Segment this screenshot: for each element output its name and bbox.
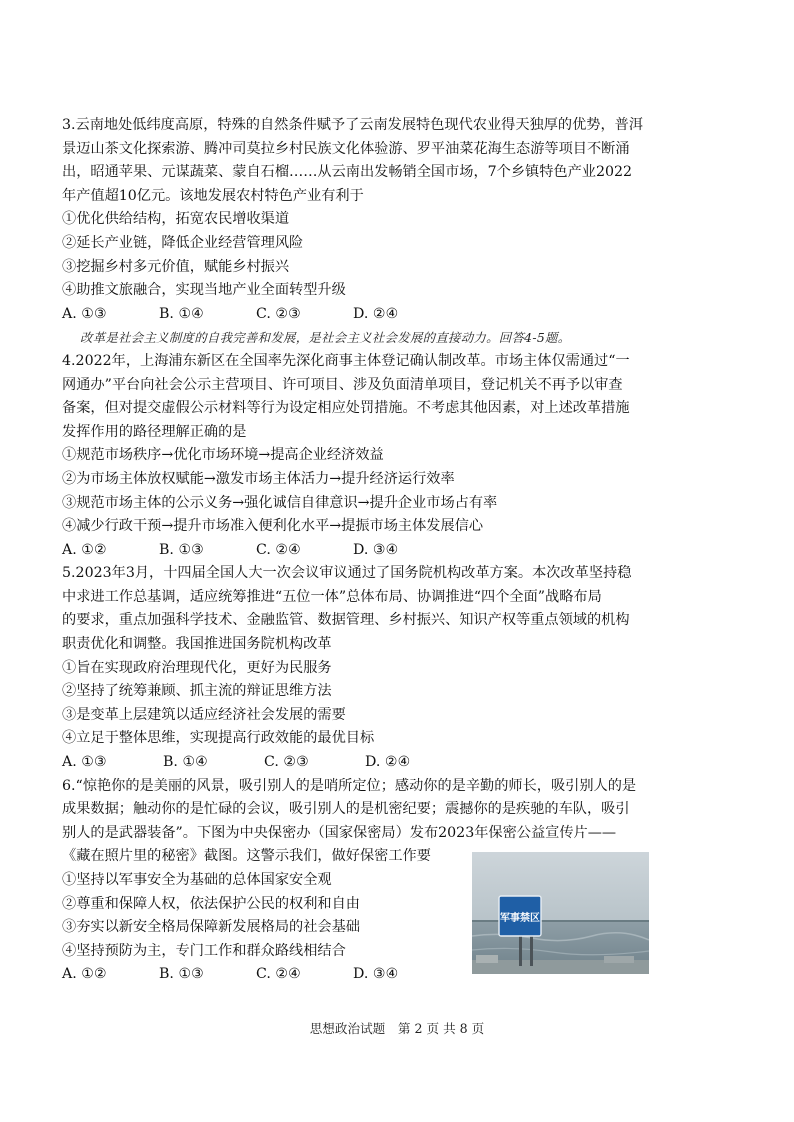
q3-choice-a: A. ①③ — [62, 305, 107, 322]
q5-stem-line: 职责优化和调整。我国推进国务院机构改革 — [62, 636, 332, 653]
q4-choice-c: C. ②④ — [256, 541, 301, 558]
q5-option: ④立足于整体思维，实现提高行政效能的最优目标 — [62, 730, 375, 747]
q5-choice-b: B. ①④ — [163, 754, 208, 771]
q4-option: ②为市场主体放权赋能→激发市场主体活力→提升经济运行效率 — [62, 470, 455, 487]
question-3 — [62, 114, 682, 326]
q6-choice-b: B. ①③ — [159, 966, 204, 983]
q6-stem-line: 6.“惊艳你的是美丽的风景，吸引别人的是哨所定位；感动你的是辛勤的师长，吸引别人的是 — [62, 777, 637, 794]
lead-text-4-5: 改革是社会主义制度的自我完善和发展，是社会主义社会发展的直接动力。回答4-5题。 — [80, 330, 571, 346]
question-5 — [62, 562, 682, 774]
q6-stem-line: 别人的是武器装备”。下图为中央保密办（国家保密局）发布2023年保密公益宣传片—— — [62, 824, 617, 841]
q5-choice-c: C. ②③ — [264, 754, 309, 771]
photo-sign-text: 军事禁区 — [500, 913, 540, 924]
q4-choice-b: B. ①③ — [159, 541, 204, 558]
q3-option: ④助推文旅融合，实现当地产业全面转型升级 — [62, 282, 346, 299]
q6-option: ①坚持以军事安全为基础的总体国家安全观 — [62, 872, 332, 888]
q6-photo — [472, 852, 649, 974]
q6-choice-a: A. ①② — [62, 966, 107, 983]
q3-stem-line: 出，昭通苹果、元谋蔬菜、蒙自石榴……从云南出发畅销全国市场，7个乡镇特色产业2022 — [62, 164, 633, 181]
q4-stem-line: 备案，但对提交虚假公示材料等行为设定相应处罚措施。不考虑其他因素，对上述改革措施 — [62, 400, 630, 417]
q3-choice-c: C. ②③ — [256, 305, 301, 322]
q4-choice-d: D. ③④ — [353, 541, 399, 558]
q5-choices — [62, 751, 682, 775]
q4-option: ③规范市场主体的公示义务→强化诚信自律意识→提升企业市场占有率 — [62, 494, 498, 511]
q6-choice-d: D. ③④ — [353, 966, 399, 983]
q6-option: ④坚持预防为主，专门工作和群众路线相结合 — [62, 942, 346, 959]
q5-stem-line: 中求进工作总基调，适应统筹推进“五位一体”总体布局、协调推进“四个全面”战略布局 — [62, 588, 602, 605]
q3-option: ③挖掘乡村多元价值，赋能乡村振兴 — [62, 258, 290, 275]
q3-option: ①优化供给结构，拓宽农民增收渠道 — [62, 211, 290, 228]
page-footer: 思想政治试题 第 2 页 共 8 页 — [309, 1021, 485, 1036]
q3-stem-line: 3.云南地处低纬度高原，特殊的自然条件赋予了云南发展特色现代农业得天独厚的优势，普洱 — [62, 117, 644, 133]
q5-option: ①旨在实现政府治理现代化，更好为民服务 — [62, 659, 332, 676]
q5-choice-a: A. ①③ — [62, 754, 107, 771]
q3-stem-line: 景迈山茶文化探索游、腾冲司莫拉乡村民族文化体验游、罗平油菜花海生态游等项目不断涌 — [62, 140, 630, 157]
q4-stem-line: 发挥作用的路径理解正确的是 — [62, 423, 247, 440]
question-4 — [62, 350, 682, 562]
q6-stem-line: 成果数据；触动你的是忙碌的会议，吸引别人的是机密纪要；震撼你的是疾驰的车队，吸引 — [62, 801, 630, 818]
q3-option: ②延长产业链，降低企业经营管理风险 — [62, 234, 304, 251]
q6-option: ②尊重和保障人权，依法保护公民的权利和自由 — [62, 895, 360, 912]
q6-stem-line: 《藏在照片里的秘密》截图。这警示我们，做好保密工作要 — [62, 848, 431, 865]
q5-option: ③是变革上层建筑以适应经济社会发展的需要 — [62, 706, 346, 723]
q5-stem-line: 5.2023年3月，十四届全国人大一次会议审议通过了国务院机构改革方案。本次改革坚持稳 — [62, 565, 632, 582]
q4-option: ①规范市场秩序→优化市场环境→提高企业经济效益 — [62, 447, 384, 464]
q3-choice-b: B. ①④ — [159, 305, 204, 322]
q4-choice-a: A. ①② — [62, 541, 107, 558]
q5-stem-line: 的要求，重点加强科学技术、金融监管、数据管理、乡村振兴、知识产权等重点领域的机构 — [62, 612, 630, 629]
q4-stem-line: 网通办”平台向社会公示主营项目、许可项目、涉及负面清单项目，登记机关不再予以审查 — [62, 376, 623, 393]
q4-stem-line: 4.2022年，上海浦东新区在全国率先深化商事主体登记确认制改革。市场主体仅需通过“一 — [62, 352, 630, 369]
q6-option: ③夯实以新安全格局保障新发展格局的社会基础 — [62, 919, 360, 936]
military-zone-photo — [472, 852, 649, 974]
q3-choice-d: D. ②④ — [353, 305, 399, 322]
q3-stem-line: 年产值超10亿元。该地发展农村特色产业有利于 — [62, 187, 364, 204]
q6-choice-c: C. ②④ — [256, 966, 301, 983]
q4-choices — [62, 539, 682, 563]
q4-option: ④减少行政干预→提升市场准入便利化水平→提振市场主体发展信心 — [62, 518, 484, 535]
q3-choices — [62, 303, 682, 327]
q5-choice-d: D. ②④ — [365, 754, 411, 771]
q5-option: ②坚持了统筹兼顾、抓主流的辩证思维方法 — [62, 683, 332, 700]
